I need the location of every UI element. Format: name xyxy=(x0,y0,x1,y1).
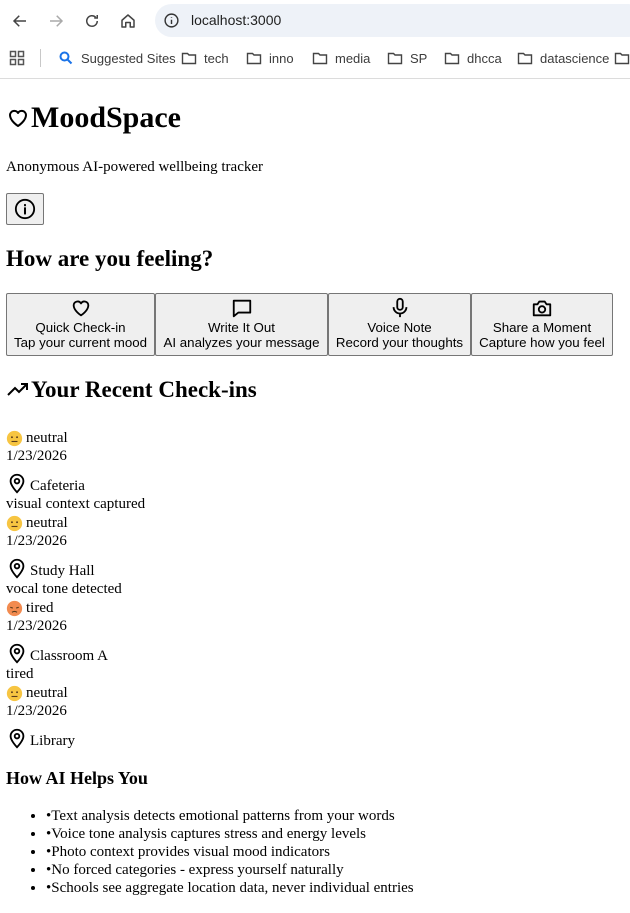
bookmark-inno[interactable] xyxy=(246,48,294,68)
share-moment-button[interactable] xyxy=(471,293,613,356)
option-sub: Tap your current mood xyxy=(13,335,148,350)
checkin-mood: neutral xyxy=(26,430,68,446)
forward-button[interactable] xyxy=(44,9,68,33)
option-label: Quick Check-in xyxy=(35,320,126,335)
checkin-entry xyxy=(6,599,108,683)
help-heading: How AI Helps You xyxy=(6,768,148,788)
tired-face-icon xyxy=(6,600,23,617)
list-item: • •Photo context provides visual mood indicators xyxy=(46,843,414,861)
bookmark-media[interactable] xyxy=(312,48,370,68)
bookmark-sp[interactable] xyxy=(387,48,427,68)
reload-icon xyxy=(83,12,101,30)
quick-checkin-button[interactable] xyxy=(6,293,155,356)
camera-icon xyxy=(531,297,553,319)
map-pin-icon xyxy=(6,726,28,750)
home-icon xyxy=(119,12,137,30)
neutral-face-icon xyxy=(6,685,23,702)
folder-icon xyxy=(312,50,328,66)
mood-row xyxy=(6,429,145,447)
neutral-face-icon xyxy=(6,430,23,447)
folder-icon xyxy=(181,50,197,66)
checkin-date: 1/23/2026 xyxy=(6,448,67,464)
checkin-note: visual context captured xyxy=(6,496,146,512)
option-label: Write It Out xyxy=(208,320,275,335)
checkin-location xyxy=(6,465,145,495)
feeling-heading: How are you feeling? xyxy=(6,246,214,271)
option-label: Share a Moment xyxy=(492,320,592,335)
bookmark-suggested-sites[interactable] xyxy=(58,48,176,68)
neutral-face-icon xyxy=(6,515,23,532)
bookmark-dhcca[interactable] xyxy=(444,48,502,68)
list-item: • •Text analysis detects emotional patterns from your words xyxy=(46,807,414,825)
tagline: Anonymous AI-powered wellbeing tracker xyxy=(6,159,264,175)
option-sub: Record your thoughts xyxy=(335,335,464,350)
bookmark-datascience[interactable] xyxy=(517,48,609,68)
checkin-mood: tired xyxy=(26,600,54,616)
bookmark-label: Suggested Sites xyxy=(81,50,176,66)
heart-icon xyxy=(70,297,92,319)
bookmark-label: tech xyxy=(204,50,229,66)
apps-grid-icon xyxy=(9,50,25,66)
recent-checkins-heading xyxy=(6,377,257,403)
arrow-right-icon xyxy=(47,12,65,30)
trending-up-icon xyxy=(6,378,30,402)
bookmark-label: SP xyxy=(410,50,428,66)
site-info-icon[interactable] xyxy=(163,12,180,29)
help-list xyxy=(28,807,414,897)
write-it-out-button[interactable] xyxy=(155,293,328,356)
checkin-entry xyxy=(6,684,75,750)
option-sub: Capture how you feel xyxy=(479,335,605,350)
location-text: Study Hall xyxy=(30,563,95,579)
checkin-date: 1/23/2026 xyxy=(6,533,67,549)
checkin-mood: neutral xyxy=(26,515,68,531)
folder-icon xyxy=(387,50,403,66)
list-item: • •Voice tone analysis captures stress and energy levels xyxy=(46,825,414,843)
checkin-location xyxy=(6,550,122,580)
mic-icon xyxy=(389,297,411,319)
browser-toolbar xyxy=(0,0,630,79)
bookmark-label: dhcca xyxy=(467,50,502,66)
folder-icon xyxy=(444,50,460,66)
apps-button[interactable] xyxy=(9,48,32,68)
map-pin-icon xyxy=(6,641,28,665)
voice-note-button[interactable] xyxy=(328,293,471,356)
option-sub: AI analyzes your message xyxy=(163,335,320,350)
bookmark-folder-more[interactable] xyxy=(614,48,630,68)
mood-row xyxy=(6,684,75,702)
recent-heading-text: Your Recent Check-ins xyxy=(31,377,257,402)
address-bar[interactable] xyxy=(155,4,630,37)
folder-icon xyxy=(246,50,262,66)
mood-row xyxy=(6,599,108,617)
info-button[interactable] xyxy=(6,193,44,225)
message-icon xyxy=(231,297,253,319)
bookmark-label: media xyxy=(335,50,371,66)
checkin-note: vocal tone detected xyxy=(6,581,122,597)
location-text: Cafeteria xyxy=(30,478,85,494)
map-pin-icon xyxy=(6,471,28,495)
list-item: • •Schools see aggregate location data, never individual entries xyxy=(46,879,414,897)
arrow-left-icon xyxy=(11,12,29,30)
checkin-note: tired xyxy=(6,666,34,682)
checkin-date: 1/23/2026 xyxy=(6,703,67,719)
checkin-location xyxy=(6,635,108,665)
home-button[interactable] xyxy=(116,9,140,33)
info-icon xyxy=(14,198,36,220)
folder-icon xyxy=(517,50,533,66)
folder-icon xyxy=(614,50,630,66)
option-label: Voice Note xyxy=(367,320,432,335)
checkin-entry xyxy=(6,514,122,598)
bookmark-tech[interactable] xyxy=(181,48,229,68)
checkin-location xyxy=(6,720,75,750)
checkin-entry xyxy=(6,429,145,513)
app-title xyxy=(6,101,181,135)
bookmark-separator xyxy=(40,49,41,67)
list-item: • •No forced categories - express yourself naturally xyxy=(46,861,414,879)
mood-row xyxy=(6,514,122,532)
url-text: localhost:3000 xyxy=(191,12,282,28)
bookmark-label: inno xyxy=(269,50,294,66)
checkin-date: 1/23/2026 xyxy=(6,618,67,634)
location-text: Classroom A xyxy=(30,648,108,664)
map-pin-icon xyxy=(6,556,28,580)
heart-icon xyxy=(6,106,30,130)
app-title-text: MoodSpace xyxy=(31,101,181,134)
search-icon xyxy=(58,50,74,66)
checkin-mood: neutral xyxy=(26,685,68,701)
bookmark-label: datascience xyxy=(540,50,610,66)
reload-button[interactable] xyxy=(80,9,104,33)
location-text: Library xyxy=(30,733,75,749)
back-button[interactable] xyxy=(8,9,32,33)
